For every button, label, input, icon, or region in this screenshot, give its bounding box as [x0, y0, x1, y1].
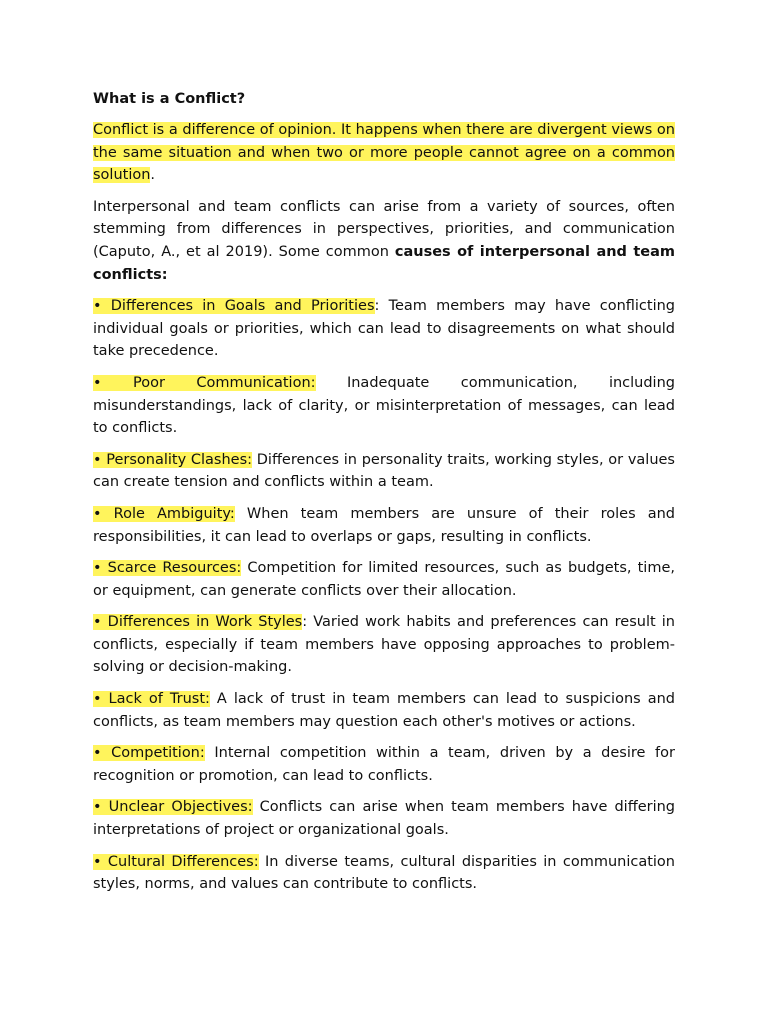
cause-term: • Role Ambiguity:: [93, 505, 235, 522]
cause-description: A lack of trust in team members can lead to suspicions and conflicts, as team members may question each other's motives or actions.: [93, 691, 675, 730]
cause-lack-of-trust: [93, 688, 675, 733]
definition-highlight: Conflict is a difference of opinion. It happens when there are divergent views on the same situation and when two or more people cannot agree on a common solution: [93, 122, 675, 184]
cause-description: Internal competition within a team, driven by a desire for recognition or promotion, can lead to conflicts.: [93, 745, 675, 784]
cause-term: • Poor Communication:: [93, 374, 316, 391]
cause-competition: [93, 742, 675, 787]
cause-unclear-objectives: [93, 796, 675, 841]
cause-term: • Personality Clashes:: [93, 451, 253, 468]
cause-cultural-differences: [93, 851, 675, 896]
cause-term: • Scarce Resources:: [93, 560, 242, 577]
cause-term: • Competition:: [93, 745, 205, 762]
cause-term: • Cultural Differences:: [93, 853, 259, 870]
document-title: What is a Conflict?: [93, 91, 246, 107]
cause-work-styles: [93, 611, 675, 679]
cause-term: • Lack of Trust:: [93, 691, 210, 708]
intro-text: Interpersonal and team conflicts can arise from a variety of sources, often stemming from differences in perspectives, priorities, and communication (Caputo, A., et al 2019). Some common: [93, 198, 675, 260]
cause-role-ambiguity: [93, 503, 675, 548]
cause-scarce-resources: [93, 557, 675, 602]
cause-description: : Varied work habits and preferences can result in conflicts, especially if team members have opposing approaches to problem-solving or decision-making.: [93, 614, 675, 676]
cause-term: • Differences in Goals and Priorities: [93, 298, 375, 315]
definition-tail: .: [150, 167, 156, 184]
definition-paragraph: [93, 119, 675, 187]
cause-term: • Differences in Work Styles: [93, 614, 303, 631]
cause-description: Inadequate communication, including misunderstandings, lack of clarity, or misinterpretation of messages, can lead to conflicts.: [93, 374, 675, 437]
cause-description: Competition for limited resources, such as budgets, time, or equipment, can generate conflicts over their allocation.: [93, 560, 675, 599]
intro-bold: causes of interpersonal and team conflicts:: [93, 243, 675, 283]
intro-paragraph: [93, 196, 675, 286]
cause-description: In diverse teams, cultural disparities in communication styles, norms, and values can contribute to conflicts.: [93, 853, 675, 893]
cause-personality: [93, 449, 675, 494]
cause-description: Differences in personality traits, working styles, or values can create tension and conflicts within a team.: [93, 451, 675, 491]
cause-description: When team members are unsure of their roles and responsibilities, it can lead to overlaps or gaps, resulting in conflicts.: [93, 505, 676, 545]
cause-description: : Team members may have conflicting individual goals or priorities, which can lead to disagreements on what should take precedence.: [93, 298, 675, 360]
cause-description: Conflicts can arise when team members have differing interpretations of project or organizational goals.: [93, 799, 675, 839]
document-page: [93, 82, 675, 905]
cause-term: • Unclear Objectives:: [93, 799, 253, 816]
cause-goals: [93, 295, 675, 363]
cause-communication: [93, 372, 675, 440]
